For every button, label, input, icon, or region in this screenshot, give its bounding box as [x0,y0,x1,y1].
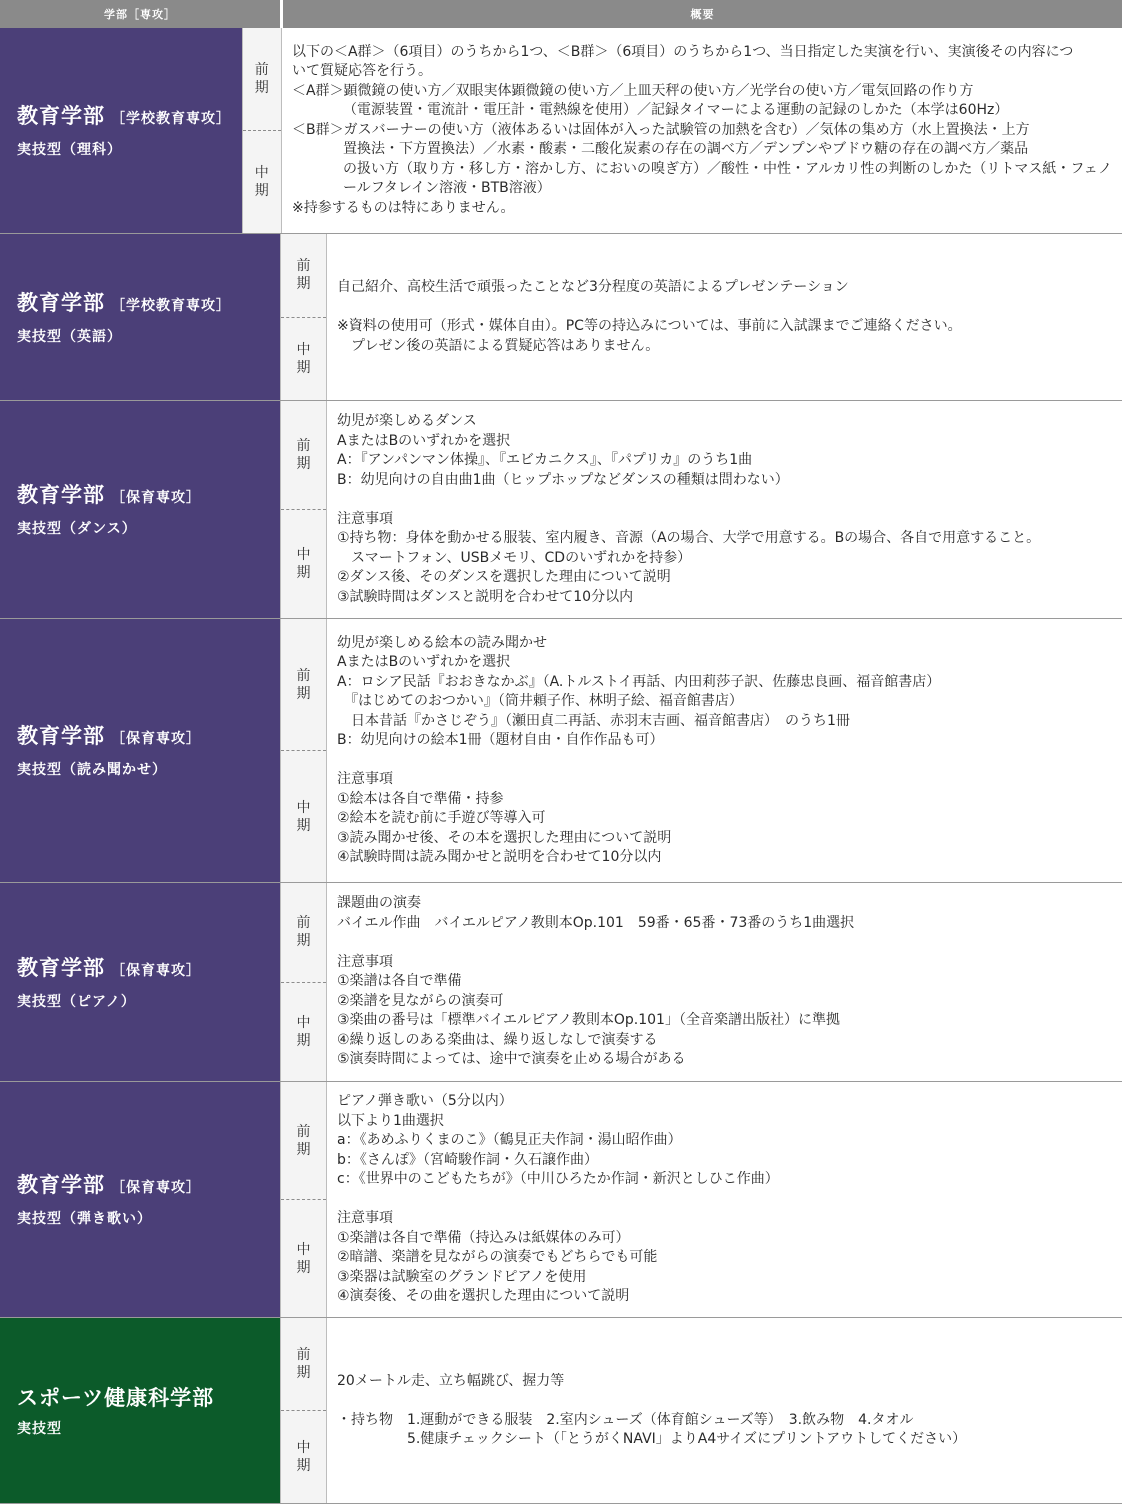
summary-line: ②ダンス後、そのダンスを選択した理由について説明 [337,569,671,585]
dept-name-line [17,481,280,512]
exam-type: 実技型（弾き歌い） [17,1211,152,1227]
dept-name: 教育学部 [17,1173,105,1197]
summary-line: ①持ち物：身体を動かせる服装、室内履き、音源（Aの場合、大学で用意する。Bの場合、各自で用意すること。 [337,530,1041,546]
dept-name: スポーツ健康科学部 [17,1385,215,1410]
term-second [243,131,281,233]
table-row [0,1318,1122,1504]
summary-line: 置換法・下方置換法）／水素・酸素・二酸化炭素の存在の調べ方／デンプンやブドウ糖の存在の調べ方／薬品 [342,141,1029,158]
summary-line [337,298,1112,318]
summary-line: 以下の＜A群＞（6項目）のうちから1つ、＜B群＞（6項目）のうちから1つ、当日指定した実演を行い、実演後その内容につ [291,43,1074,60]
term-first-label: 前期 [296,258,311,293]
dept-major: ［保育専攻］ [111,1180,201,1196]
term-second-label: 中期 [296,1014,311,1049]
dept-name-line [17,102,242,133]
term-first [281,619,326,751]
dept-major: ［保育専攻］ [111,490,201,506]
summary-line: スマートフォン、USBメモリ、CDのいずれかを持参） [337,549,692,566]
summary-line: ＜A群＞顕微鏡の使い方／双眼実体顕微鏡の使い方／上皿天秤の使い方／光学台の使い方／電気回路の作り方 [291,82,974,99]
summary-line: ①楽譜は各自で準備（持込みは紙媒体のみ可） [337,1229,630,1246]
term-first-label: 前期 [296,1347,311,1381]
summary-line: 注意事項 [337,1210,393,1227]
summary-line: ※資料の使用可（形式・媒体自由）。PC等の持込みについては、事前に入試課までご連絡ください。 [337,318,962,334]
summary-line [337,1391,1112,1411]
summary-line: 幼児が楽しめるダンス [337,413,477,429]
summary-line: AまたはBのいずれかを選択 [337,654,511,670]
summary-line: A：『アンパンマン体操』、『エビカニクス』、『パプリカ』のうち1曲 [337,452,753,468]
summary-line: ールフタレイン溶液・BTB溶液） [342,180,551,197]
summary-line: AまたはBのいずれかを選択 [337,432,511,449]
exam-type: 実技型（英語） [17,328,122,345]
summary-line: b：《さんぽ》（宮崎駿作詞・久石譲作曲） [337,1151,599,1168]
term-first-label: 前期 [254,62,269,96]
term-first [281,401,326,510]
term-first-label: 前期 [296,1123,311,1158]
term-cell [242,28,282,233]
summary-line: ③読み聞かせ後、その本を選択した理由について説明 [337,829,672,846]
dept-name-line [17,289,280,320]
table-row [0,1082,1122,1318]
summary-line: 注意事項 [337,771,393,787]
summary-line [337,490,1112,510]
term-second-label: 中期 [296,1241,311,1276]
exam-type: 実技型（ダンス） [17,521,137,537]
summary-line: 以下より1曲選択 [337,1112,444,1129]
summary-line: ⑤演奏時間によっては、途中で演奏を止める場合がある [337,1051,686,1068]
dept-name: 教育学部 [17,955,105,980]
summary-line: ①楽譜は各自で準備 [337,973,462,990]
dept-major: ［保育専攻］ [111,731,201,747]
dept-major: ［保育専攻］ [111,962,201,979]
dept-major: ［学校教育専攻］ [111,297,231,314]
term-cell [280,1318,327,1503]
term-second [281,1411,326,1503]
dept-cell [0,234,280,400]
summary-line: ④繰り返しのある楽曲は、繰り返しなしで演奏する [337,1031,658,1048]
summary-line: 注意事項 [337,953,393,970]
summary-line: c：《世界中のこどもたちが》（中川ひろたか作詞・新沢としひこ作曲） [337,1171,779,1188]
dept-cell [0,619,280,882]
term-cell [280,1082,327,1317]
term-second-label: 中期 [296,1440,311,1474]
term-second-label: 中期 [296,799,311,834]
table-row [0,619,1122,883]
header-dept: 学部［専攻］ [0,0,280,28]
dept-name: 教育学部 [17,483,105,507]
summary-line: プレゼン後の英語による質疑応答はありません。 [337,337,660,354]
summary-line: ③試験時間はダンスと説明を合わせて10分以内 [337,588,634,605]
term-cell [280,619,327,882]
dept-name: 教育学部 [17,724,105,748]
term-second [281,751,326,882]
exam-type: 実技型（ピアノ） [17,993,136,1010]
summary-cell [282,28,1122,233]
table-body [0,28,1122,1504]
dept-name-line [17,1171,280,1202]
header-summary: 概要 [283,0,1122,28]
summary-line: ②楽譜を見ながらの演奏可 [337,992,504,1009]
summary-cell [327,883,1122,1081]
table-row [0,234,1122,401]
dept-name-line [17,954,280,985]
term-second [281,1200,326,1317]
summary-line: 日本昔話『かさじぞう』（瀬田貞二再話、赤羽末吉画、福音館書店） のうち1冊 [337,712,850,729]
summary-line: B：幼児向けの自由曲1曲（ヒップホップなどダンスの種類は問わない） [337,471,789,488]
summary-line: ②絵本を読む前に手遊び等導入可 [337,810,546,826]
summary-line [337,751,1112,771]
summary-line: 幼児が楽しめる絵本の読み聞かせ [337,634,547,651]
summary-line [337,1190,1112,1210]
dept-name: 教育学部 [17,290,105,315]
dept-cell [0,1318,280,1503]
summary-line: ・持ち物 1.運動ができる服装 2.室内シューズ（体育館シューズ等） 3.飲み物 4.タオル [337,1411,914,1428]
summary-cell [327,1082,1122,1317]
term-second-label: 中期 [296,547,311,581]
summary-line: a：《あめふりくまのこ》（鶴見正夫作詞・湯山昭作曲） [337,1132,682,1149]
term-second-label: 中期 [296,341,311,376]
term-first [281,1318,326,1411]
dept-name-line [17,722,280,753]
exam-type: 実技型（読み聞かせ） [17,762,167,778]
dept-major: ［学校教育専攻］ [111,111,231,127]
summary-line: ピアノ弾き歌い（5分以内） [337,1093,513,1110]
summary-line: ④演奏後、その曲を選択した理由について説明 [337,1288,630,1305]
summary-cell [327,234,1122,400]
term-first [243,28,281,131]
term-second-label: 中期 [254,165,269,199]
term-cell [280,883,327,1081]
term-first-label: 前期 [296,915,311,950]
summary-line: ※持参するものは特にありません。 [291,199,515,216]
term-first [281,883,326,983]
summary-line: ④試験時間は読み聞かせと説明を合わせて10分以内 [337,849,662,865]
summary-line: 5.健康チェックシート（「とうがくNAVI」よりA4サイズにプリントアウトしてください） [337,1431,967,1447]
term-first-label: 前期 [296,667,311,702]
summary-line: の扱い方（取り方・移し方・溶かし方、においの嗅ぎ方）／酸性・中性・アルカリ性の判断のしかた（リトマス紙・フェノ [342,160,1112,177]
table-header [0,0,1122,28]
summary-line: 『はじめてのおつかい』（筒井頼子作、林明子絵、福音館書店） [337,693,743,709]
table-row [0,401,1122,619]
summary-line: 20メートル走、立ち幅跳び、握力等 [337,1372,565,1389]
term-first-label: 前期 [296,438,311,472]
summary-line: ③楽曲の番号は「標準バイエルピアノ教則本Op.101」（全音楽譜出版社）に準拠 [337,1012,840,1029]
exam-type: 実技型 [17,1420,62,1437]
summary-line [337,933,1112,953]
term-second [281,983,326,1082]
dept-name-line [17,1384,280,1412]
term-cell [280,401,327,618]
term-second [281,318,326,401]
summary-line: ①絵本は各自で準備・持参 [337,790,504,807]
summary-line: ＜B群＞ガスバーナーの使い方（液体あるいは固体が入った試験管の加熱を含む）／気体の集め方（水上置換法・上方 [291,121,1030,138]
term-second [281,510,326,618]
dept-cell [0,883,280,1081]
dept-cell [0,1082,280,1317]
summary-line: いて質疑応答を行う。 [291,63,432,80]
summary-cell [327,1318,1122,1503]
summary-line: バイエル作曲 バイエルピアノ教則本Op.101 59番・65番・73番のうち1曲選択 [337,914,855,931]
summary-line: ③楽器は試験室のグランドピアノを使用 [337,1268,587,1285]
dept-cell [0,401,280,618]
summary-line: ②暗譜、楽譜を見ながらの演奏でもどちらでも可能 [337,1249,658,1266]
summary-cell [327,401,1122,618]
dept-cell [0,28,242,233]
table-row [0,883,1122,1082]
table-row [0,28,1122,234]
summary-line: B：幼児向けの絵本1冊（題材自由・自作作品も可） [337,732,664,748]
summary-line: A：ロシア民話『おおきなかぶ』（A.トルストイ再話、内田莉莎子訳、佐藤忠良画、福音館書店） [337,673,941,690]
summary-line: 課題曲の演奏 [337,895,421,912]
dept-name: 教育学部 [17,104,105,128]
term-cell [280,234,327,400]
summary-line: 注意事項 [337,510,393,527]
summary-line: （電源装置・電流計・電圧計・電熱線を使用）／記録タイマーによる運動の記録のしかた（本学は60Hz） [342,102,1009,119]
summary-cell [327,619,1122,882]
term-first [281,234,326,318]
summary-line: 自己紹介、高校生活で頑張ったことなど3分程度の英語によるプレゼンテーション [337,279,849,295]
exam-type: 実技型（理科） [17,142,122,158]
term-first [281,1082,326,1200]
